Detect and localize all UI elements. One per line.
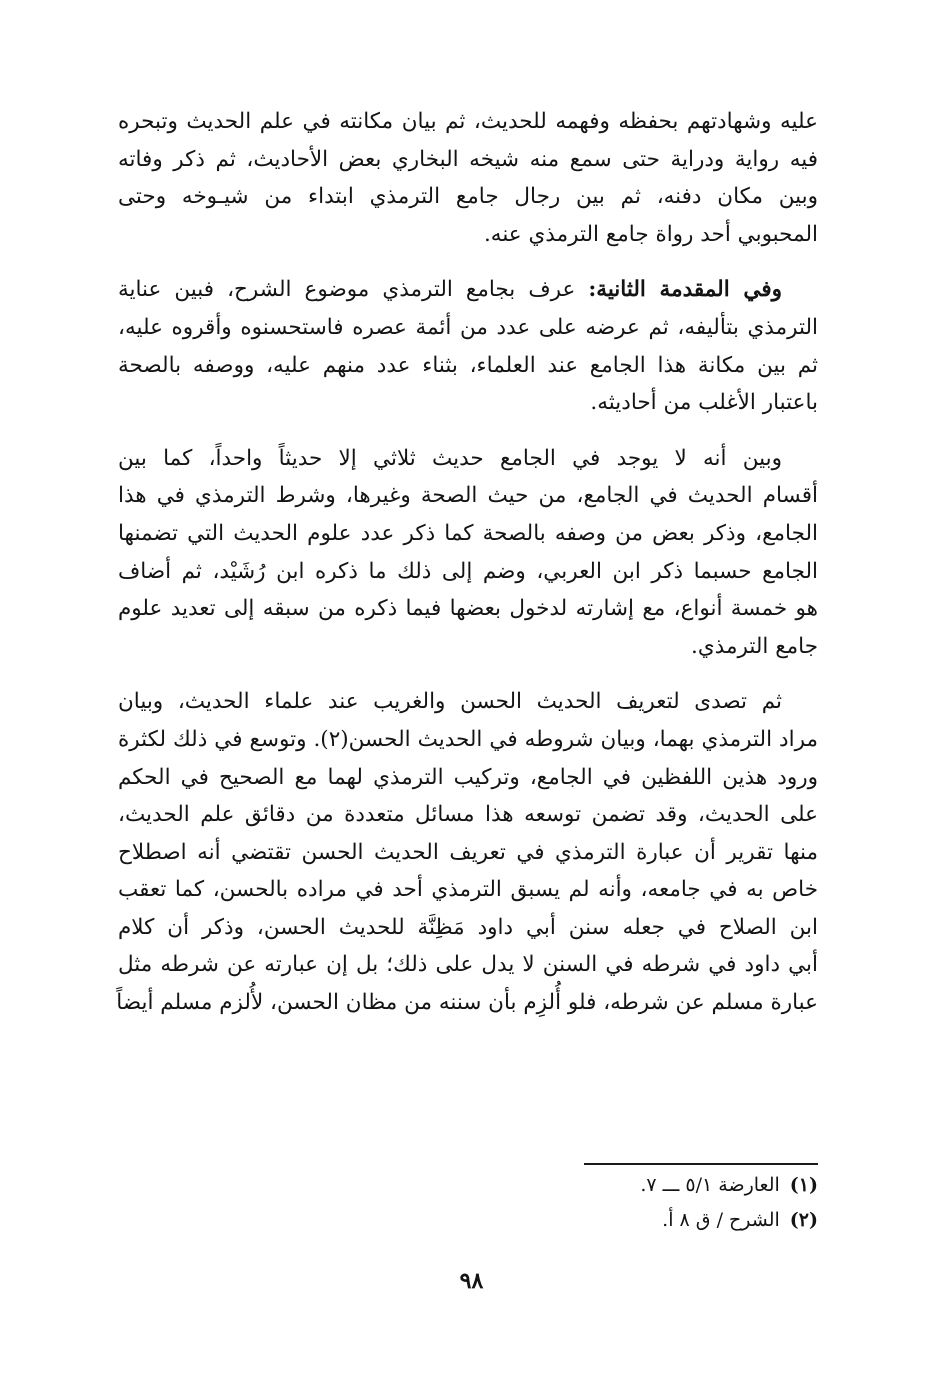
text-line: عبارة مسلم عن شرطه، فلو أُلزِم بأن سننه من مظان الحسن، لأُلزم مسلم أيضاً [116, 990, 818, 1016]
footnote-1 [430, 1168, 818, 1203]
text-line: ثم تصدى لتعريف الحديث الحسن والغريب عند علماء الحديث، وبيان [118, 689, 782, 715]
text-line: ورود هذين اللفظين في الجامع، وتركيب الترمذي لهما مع الصحيح في الحكم [118, 764, 818, 790]
text-line: هو خمسة أنواع، مع إشارته لدخول بعضها فيما ذكره من سبقه إلى تعديد علوم [118, 596, 818, 622]
main-text [118, 103, 818, 1040]
text-line: أبي داود في شرطه في السنن لا يدل على ذلك؛ بل إن عبارته عن شرطه مثل [118, 952, 818, 978]
footnote-2 [430, 1203, 818, 1238]
text-line: وبين أنه لا يوجد في الجامع حديث ثلاثي إلا حديثاً واحداً، كما بين [118, 445, 782, 471]
text-line [118, 271, 818, 309]
text-line: على الحديث، وقد تضمن توسعه هذا مسائل متعددة من دقائق علم الحديث، [118, 802, 818, 828]
text-line: باعتبار الأغلب من أحاديثه. [590, 390, 818, 416]
text-line: أقسام الحديث في الجامع، من حيث الصحة وغيرها، وشرط الترمذي في هذا [118, 483, 818, 509]
paragraph-2 [118, 271, 818, 421]
text-line: خاص به في جامعه، وأنه لم يسبق الترمذي أحد في مراده بالحسن، كما تعقب [118, 877, 818, 903]
footnotes [430, 1168, 818, 1238]
paragraph-1 [118, 103, 818, 253]
text-line: الجامع، وذكر بعض من وصفه بالصحة كما ذكر عدد علوم الحديث التي تضمنها [118, 520, 818, 546]
footnote-text: العارضة ٥/١ ـــ ٧. [640, 1174, 780, 1196]
footnote-mark: (٢) [789, 1209, 818, 1231]
footnote-separator [584, 1163, 818, 1165]
paragraph-4 [118, 683, 818, 1021]
text-line: مراد الترمذي بهما، وبيان شروطه في الحديث الحسن(٢). وتوسع في ذلك لكثرة [118, 726, 818, 752]
text-line: فيه رواية ودراية حتى سمع منه شيخه البخاري بعض الأحاديث، ثم ذكر وفاته [118, 146, 818, 172]
text-line: المحبوبي أحد رواة جامع الترمذي عنه. [483, 221, 818, 247]
paragraph-lead: وفي المقدمة الثانية: [588, 277, 782, 303]
text-line: عليه وشهادتهم بحفظه وفهمه للحديث، ثم بيان مكانته في علم الحديث وتبحره [118, 109, 818, 134]
text-line: منها تقرير أن عبارة الترمذي في تعريف الحديث الحسن تقتضي أنه اصطلاح [118, 839, 818, 865]
text-line: جامع الترمذي. [691, 633, 818, 659]
text-line: الترمذي بتأليفه، ثم عرضه على عدد من أئمة عصره فاستحسنوه وأقروه عليه، [118, 314, 818, 340]
paragraph-3 [118, 440, 818, 666]
text-line: ابن الصلاح في جعله سنن أبي داود مَظِنَّة للحديث الحسن، وذكر أن كلام [118, 914, 818, 940]
footnote-mark: (١) [789, 1174, 818, 1196]
page-number: ٩٨ [459, 1268, 484, 1294]
text-line-rest: عرف بجامع الترمذي موضوع الشرح، فبين عناية [118, 277, 576, 303]
text-line: الجامع حسبما ذكر ابن العربي، وضم إلى ذلك ما ذكره ابن رُشَيْد، ثم أضاف [118, 558, 818, 584]
footnote-text: الشرح / ق ٨ أ. [662, 1209, 780, 1231]
text-line: وبين مكان دفنه، ثم بين رجال جامع الترمذي ابتداء من شيـوخه وحتى [118, 184, 818, 210]
text-line: ثم بين مكانة هذا الجامع عند العلماء، بثناء عدد منهم عليه، ووصفه بالصحة [118, 352, 818, 378]
